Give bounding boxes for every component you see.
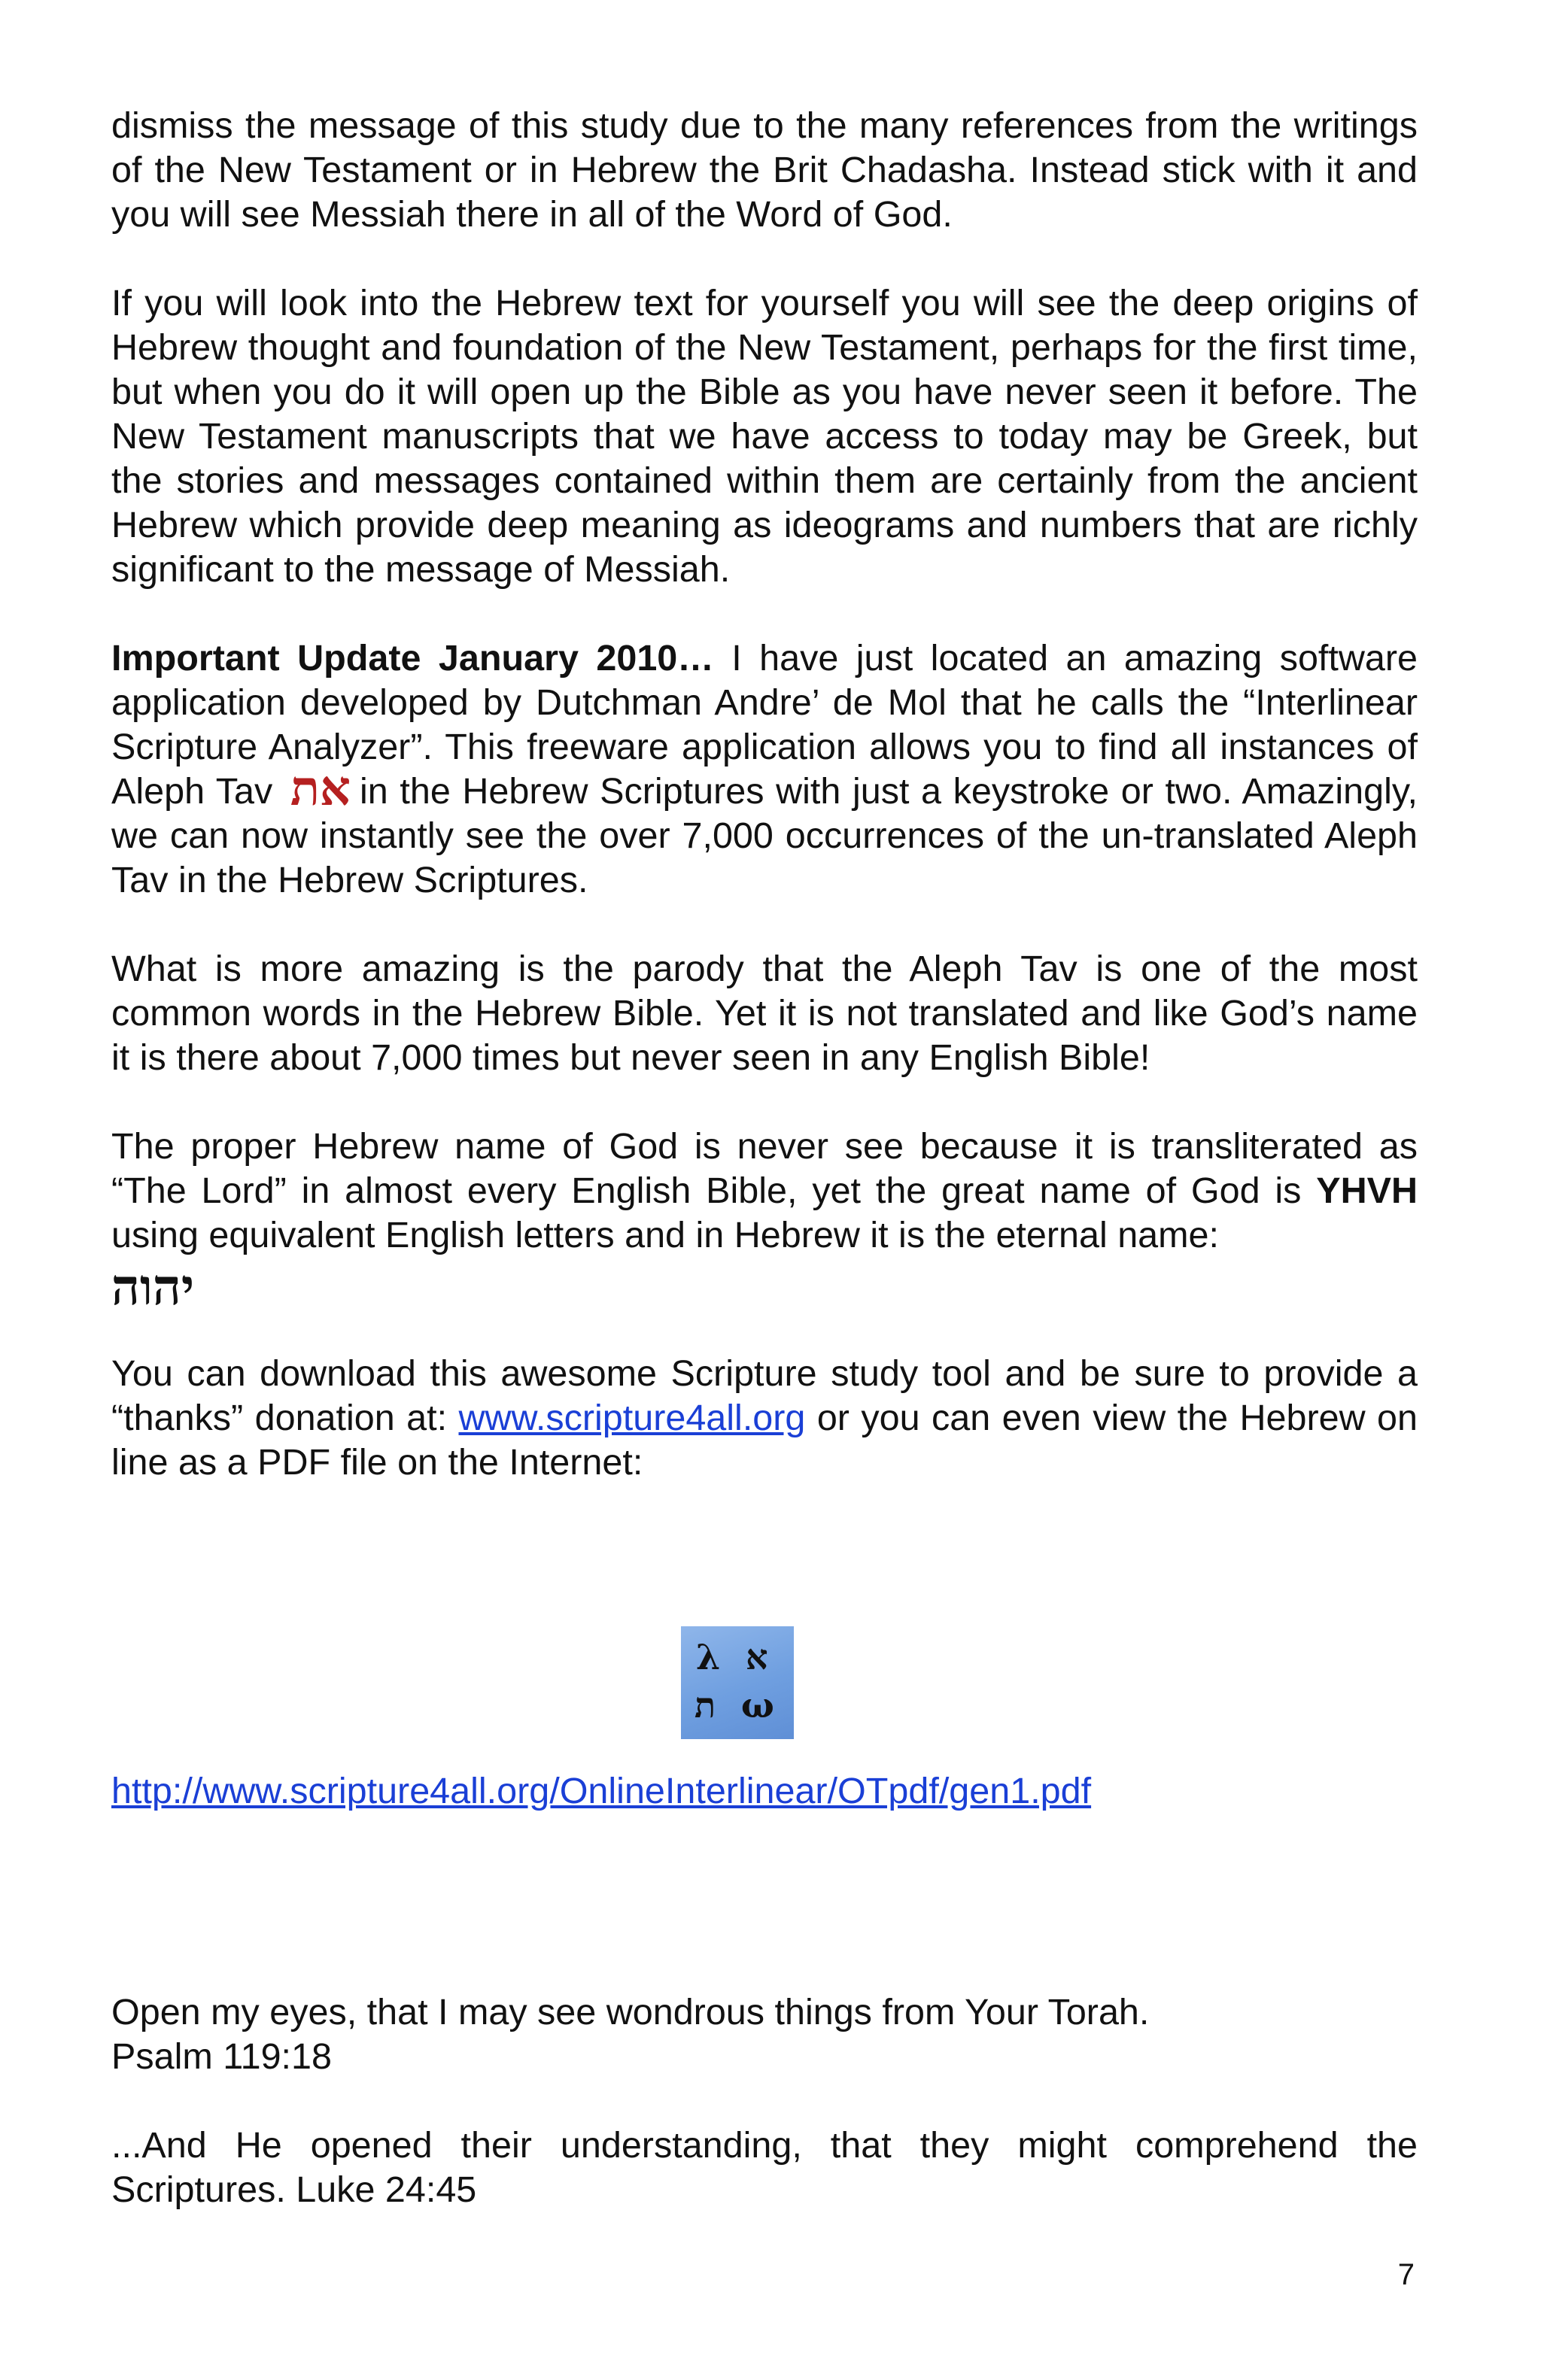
paragraph-update — [111, 636, 1418, 903]
update-text-a: I have just located an amazing software application developed by Dutchman Andre’ de Mol that he calls the “Interlinear Scripture Analyzer”. This freeware application allows you to find all instances of Aleph Tav — [111, 638, 1418, 812]
paragraph-intro: dismiss the message of this study due to the many references from the writings of the New Testament or in Hebrew the Brit Chadasha. Instead stick with it and you will see Messiah there in all of the Word of God. — [111, 105, 1418, 235]
paragraph-download — [111, 1352, 1418, 1485]
yhvh-label: YHVH — [1316, 1170, 1418, 1211]
name-text-b: using equivalent English letters and in Hebrew it is the eternal name: — [111, 1215, 1220, 1255]
download-text-a: You can download this awesome Scripture study tool and be sure to provide a “thanks” donation at: — [111, 1353, 1418, 1438]
closing-verses — [111, 1990, 1418, 2212]
page-number: 7 — [1397, 2258, 1415, 2291]
scripture4all-link[interactable]: www.scripture4all.org — [458, 1398, 806, 1438]
paragraph-hebrew-text: If you will look into the Hebrew text for yourself you will see the deep origins of Hebrew thought and foundation of the New Testament, perhaps for the first time, but when you do it will open up the Bible as you have never seen it before. The New Testament manuscripts that we have access to today may be Greek, but the stories and messages contained within them are certainly from the ancient Hebrew which provide deep meaning as ideograms and numbers that are richly significant to the message of Messiah. — [111, 283, 1418, 590]
name-text-a: The proper Hebrew name of God is never see because it is transliterated as “The Lord” in almost every English Bible, yet the great name of God is — [111, 1126, 1418, 1211]
yhvh-hebrew-glyph: יהוה — [111, 1258, 195, 1316]
paragraph-parody: What is more amazing is the parody that the Aleph Tav is one of the most common words in the Hebrew Bible. Yet it is not translated and like God’s name it is there about 7,000 times but never seen in any English Bible! — [111, 949, 1418, 1078]
download-text-b: or you can even view the Hebrew on line as a PDF file on the Internet: — [111, 1398, 1418, 1483]
pdf-link-row — [111, 1769, 1091, 1814]
genesis-pdf-link[interactable]: http://www.scripture4all.org/OnlineInterlinear/OTpdf/gen1.pdf — [111, 1771, 1092, 1811]
scripture4all-logo-link[interactable] — [681, 1626, 794, 1739]
scripture4all-logo-icon — [681, 1626, 794, 1739]
update-text-b: in the Hebrew Scriptures with just a keystroke or two. Amazingly, we can now instantly see the over 7,000 occurrences of the un-translated Aleph Tav in the Hebrew Scriptures. — [111, 771, 1418, 900]
logo-glyph-tav: ת — [695, 1685, 716, 1726]
verse-psalm-reference: Psalm 119:18 — [111, 2036, 332, 2077]
aleph-tav-glyph: את — [290, 760, 351, 817]
update-heading: Important Update January 2010… — [111, 638, 714, 678]
logo-glyph-omega: ω — [741, 1685, 774, 1726]
logo-glyph-aleph: א — [746, 1637, 768, 1677]
paragraph-name-of-god — [111, 1125, 1418, 1316]
verse-luke: ...And He opened their understanding, that they might comprehend the Scriptures. Luke 24:45 — [111, 2125, 1418, 2210]
logo-glyph-lambda: λ — [696, 1637, 721, 1677]
verse-psalm: Open my eyes, that I may see wondrous things from Your Torah. — [111, 1992, 1150, 2032]
main-text — [111, 104, 1418, 1485]
